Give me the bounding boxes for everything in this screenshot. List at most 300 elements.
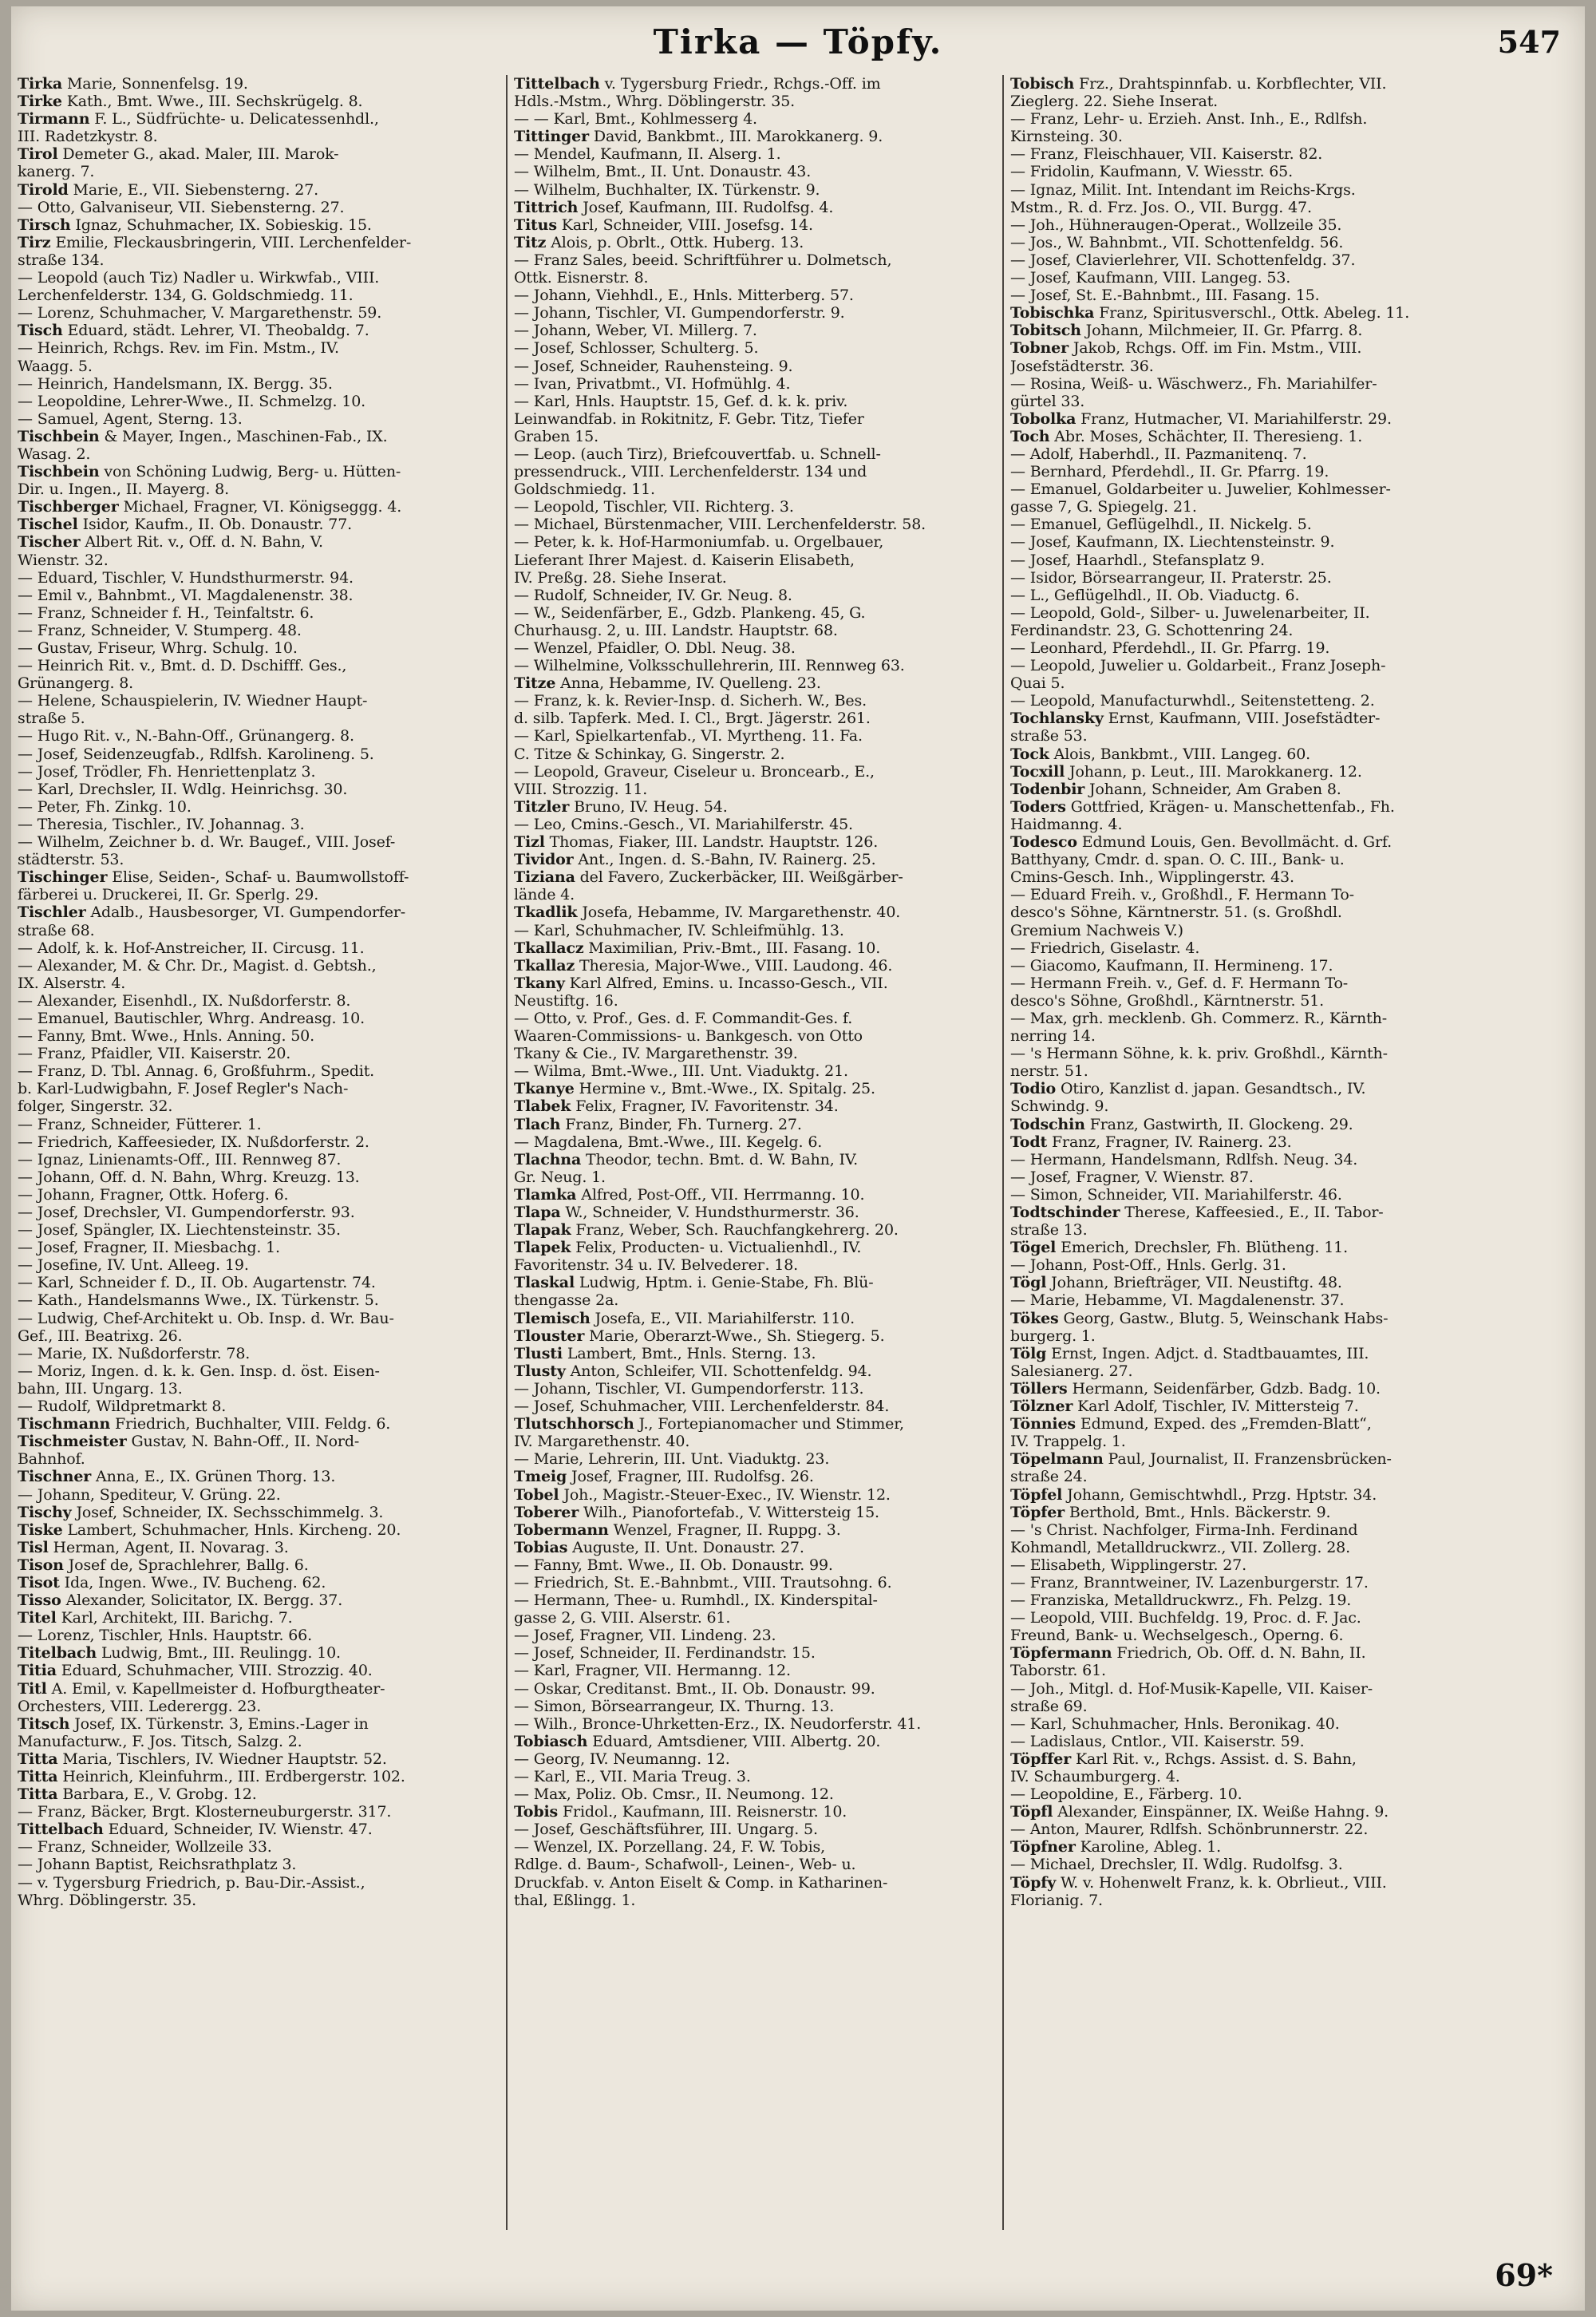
directory-entry: — Hermann, Handelsmann, Rdlfsh. Neug. 34. [1010, 1150, 1358, 1168]
directory-entry: desco's Söhne, Großhdl., Kärntnerstr. 51. [1010, 991, 1325, 1010]
directory-entry: — Emanuel, Geflügelhdl., II. Nickelg. 5. [1010, 516, 1312, 534]
directory-entry: Churhausg. 2, u. III. Landstr. Hauptstr. 68. [514, 621, 838, 639]
directory-entry: — Michael, Bürstenmacher, VIII. Lerchenfelderstr. 58. [514, 516, 926, 534]
directory-entry: Leinwandfab. in Rokitnitz, F. Gebr. Titz, Tiefer [514, 409, 864, 428]
directory-entry: — Heinrich, Handelsmann, IX. Bergg. 35. [18, 374, 333, 393]
directory-entry: Tizl Thomas, Fiaker, III. Landstr. Hauptstr. 126. [514, 833, 879, 852]
directory-entry: — Rosina, Weiß- u. Wäschwerz., Fh. Mariahilfer- [1010, 374, 1377, 393]
directory-entry: Tischler Adalb., Hausbesorger, VI. Gumpendorfer- [18, 903, 406, 922]
directory-entry: — Friedrich, Kaffeesieder, IX. Nußdorferstr. 2. [18, 1133, 369, 1151]
directory-entry: — Wilhelm, Bmt., II. Unt. Donaustr. 43. [514, 163, 812, 181]
directory-entry: Tock Alois, Bankbmt., VIII. Langeg. 60. [1010, 745, 1311, 763]
directory-entry: Tirz Emilie, Fleckausbringerin, VIII. Lerchenfelder- [18, 233, 412, 251]
directory-entry: straße 68. [18, 921, 95, 939]
directory-entry: — Franz, Branntweiner, IV. Lazenburgerstr. 17. [1010, 1573, 1369, 1591]
directory-entry: nerstr. 51. [1010, 1062, 1088, 1081]
directory-entry: — Adolf, Haberhdl., II. Pazmanitenq. 7. [1010, 445, 1307, 463]
directory-entry: — Franz Sales, beeid. Schriftführer u. Dolmetsch, [514, 251, 892, 269]
directory-entry: straße 134. [18, 251, 105, 269]
directory-entry: Tischner Anna, E., IX. Grünen Thorg. 13. [18, 1468, 336, 1486]
directory-entry: — Fridolin, Kaufmann, V. Wiesstr. 65. [1010, 163, 1294, 181]
directory-entry: Titz Alois, p. Obrlt., Ottk. Huberg. 13. [514, 233, 804, 251]
directory-entry: — Heinrich, Rchgs. Rev. im Fin. Mstm., IV. [18, 339, 339, 358]
directory-entry: Titta Heinrich, Kleinfuhrm., III. Erdbergerstr. 102. [18, 1768, 405, 1785]
directory-entry: — Fanny, Bmt. Wwe., II. Ob. Donaustr. 99. [514, 1556, 833, 1574]
directory-column-1 [18, 75, 500, 2246]
directory-entry: Tisl Herman, Agent, II. Novarag. 3. [18, 1538, 289, 1556]
directory-entry: Tlabek Felix, Fragner, IV. Favoritenstr. 34. [514, 1097, 839, 1116]
directory-entry: Tittinger David, Bankbmt., III. Marokkanerg. 9. [514, 128, 883, 146]
signature-mark: 69* [1495, 2257, 1553, 2293]
directory-entry: Tison Josef de, Sprachlehrer, Ballg. 6. [18, 1556, 309, 1574]
directory-entry: — Franz, k. k. Revier-Insp. d. Sicherh. W., Bes. [514, 692, 867, 710]
directory-entry: d. silb. Tapferk. Med. I. Cl., Brgt. Jägerstr. 261. [514, 710, 871, 728]
directory-entry: Titus Karl, Schneider, VIII. Josefsg. 14. [514, 215, 813, 234]
directory-entry: — Hugo Rit. v., N.-Bahn-Off., Grünangerg. 8. [18, 727, 354, 745]
directory-entry: Tkany Karl Alfred, Emins. u. Incasso-Gesch., VII. [514, 974, 888, 992]
directory-entry: Cmins-Gesch. Inh., Wipplingerstr. 43. [1010, 868, 1294, 887]
directory-entry: — Lorenz, Schuhmacher, V. Margarethenstr. 59. [18, 304, 382, 322]
directory-entry: Gremium Nachweis V.) [1010, 921, 1183, 939]
directory-entry: — Joh., Hühneraugen-Operat., Wollzeile 35. [1010, 215, 1342, 234]
directory-entry: b. Karl-Ludwigbahn, F. Josef Regler's Nach- [18, 1080, 349, 1098]
directory-entry: — 's Christ. Nachfolger, Firma-Inh. Ferdinand [1010, 1520, 1358, 1539]
directory-entry: Titl A. Emil, v. Kapellmeister d. Hofburgtheater- [18, 1679, 385, 1698]
directory-entry: — L., Geflügelhdl., II. Ob. Viaductg. 6. [1010, 586, 1300, 604]
directory-entry: — Elisabeth, Wipplingerstr. 27. [1010, 1556, 1247, 1574]
directory-entry: Freund, Bank- u. Wechselgesch., Operng. 6. [1010, 1627, 1344, 1645]
directory-entry: Todt Franz, Fragner, IV. Rainerg. 23. [1010, 1133, 1292, 1151]
directory-entry: Töpfner Karoline, Ableg. 1. [1010, 1838, 1222, 1856]
directory-entry: Tiske Lambert, Schuhmacher, Hnls. Kircheng. 20. [18, 1520, 401, 1539]
directory-entry: Tischinger Elise, Seiden-, Schaf- u. Baumwollstoff- [18, 868, 409, 887]
directory-entry: — Josef, St. E.-Bahnbmt., III. Fasang. 15. [1010, 287, 1320, 305]
directory-entry: — 's Hermann Söhne, k. k. priv. Großhdl., Kärnth- [1010, 1045, 1388, 1063]
directory-entry: — Franz, Lehr- u. Erzieh. Anst. Inh., E., Rdlfsh. [1010, 110, 1368, 129]
directory-entry: — Otto, v. Prof., Ges. d. F. Commandit-Ges. f. [514, 1009, 853, 1027]
directory-entry: Rdlge. d. Baum-, Schafwoll-, Leinen-, Web- u. [514, 1856, 856, 1874]
directory-entry: — Josef, Haarhdl., Stefansplatz 9. [1010, 551, 1265, 569]
directory-entry: C. Titze & Schinkay, G. Singerstr. 2. [514, 745, 785, 763]
directory-entry: — Simon, Börsearrangeur, IX. Thurng. 13. [514, 1697, 835, 1715]
directory-entry: — Karl, Schneider f. D., II. Ob. Augartenstr. 74. [18, 1274, 376, 1292]
directory-entry: — Leopold, Gold-, Silber- u. Juwelenarbeiter, II. [1010, 603, 1370, 622]
directory-entry: — Johann, Spediteur, V. Grüng. 22. [18, 1485, 281, 1504]
directory-entry: Goldschmiedg. 11. [514, 480, 655, 499]
directory-entry: Tlemisch Josefa, E., VII. Mariahilferstr. 110. [514, 1309, 855, 1327]
directory-entry: — Rudolf, Wildpretmarkt 8. [18, 1398, 227, 1416]
directory-entry: — — Karl, Bmt., Kohlmesserg 4. [514, 110, 757, 129]
directory-entry: Todenbir Johann, Schneider, Am Graben 8. [1010, 780, 1341, 798]
directory-entry: — Friedrich, St. E.-Bahnbmt., VIII. Trautsohng. 6. [514, 1573, 892, 1591]
directory-entry: — Marie, Lehrerin, III. Unt. Viaduktg. 23. [514, 1450, 830, 1469]
directory-entry: Ottk. Eisnerstr. 8. [514, 269, 649, 287]
directory-entry: — Josef, Seidenzeugfab., Rdlfsh. Karolineng. 5. [18, 745, 374, 763]
directory-entry: — Karl, Drechsler, II. Wdlg. Heinrichsg. 30. [18, 780, 348, 798]
directory-entry: — Josef, Fragner, VII. Lindeng. 23. [514, 1627, 776, 1645]
directory-entry: — Magdalena, Bmt.-Wwe., III. Kegelg. 6. [514, 1133, 823, 1151]
directory-entry: — Johann Baptist, Reichsrathplatz 3. [18, 1856, 297, 1874]
directory-entry: — Otto, Galvaniseur, VII. Siebensterng. 27. [18, 198, 345, 216]
directory-entry: — Jos., W. Bahnbmt., VII. Schottenfeldg. 56. [1010, 233, 1344, 251]
directory-entry: Gef., III. Beatrixg. 26. [18, 1327, 183, 1345]
directory-entry: — Karl, E., VII. Maria Treug. 3. [514, 1768, 751, 1785]
directory-entry: burgerg. 1. [1010, 1327, 1096, 1345]
directory-entry: — Josef, Spängler, IX. Liechtensteinstr. 35. [18, 1221, 341, 1240]
directory-entry: — Leo, Cmins.-Gesch., VI. Mariahilferstr. 45. [514, 815, 853, 833]
directory-entry: Todio Otiro, Kanzlist d. japan. Gesandtsch., IV. [1010, 1080, 1366, 1098]
directory-entry: Tlusty Anton, Schleifer, VII. Schottenfeldg. 94. [514, 1362, 872, 1380]
directory-entry: thal, Eßlingg. 1. [514, 1891, 636, 1909]
directory-entry: — v. Tygersburg Friedrich, p. Bau-Dir.-Assist., [18, 1873, 365, 1892]
directory-entry: — Franz, Schneider, Wollzeile 33. [18, 1838, 272, 1856]
directory-entry: — Emil v., Bahnbmt., VI. Magdalenenstr. 38. [18, 586, 354, 604]
directory-entry: Tönnies Edmund, Exped. des „Fremden-Blatt“, [1010, 1415, 1372, 1433]
directory-entry: — Franz, Bäcker, Brgt. Klosterneuburgerstr. 317. [18, 1803, 392, 1821]
directory-entry: — Leopold, Graveur, Ciseleur u. Broncearb., E., [514, 762, 875, 781]
directory-entry: Tischbein & Mayer, Ingen., Maschinen-Fab., IX. [18, 427, 388, 445]
directory-entry: Töpfel Johann, Gemischtwhdl., Przg. Hptstr. 34. [1010, 1485, 1377, 1504]
directory-entry: Tittelbach Eduard, Schneider, IV. Wienstr. 47. [18, 1821, 373, 1839]
directory-entry: — Karl, Schuhmacher, IV. Schleifmühlg. 13. [514, 921, 844, 939]
directory-entry: — Franziska, Metalldruckwrz., Fh. Pelzg. 19. [1010, 1591, 1352, 1610]
directory-entry: Titta Maria, Tischlers, IV. Wiedner Hauptstr. 52. [18, 1750, 387, 1768]
directory-entry: Batthyany, Cmdr. d. span. O. C. III., Bank- u. [1010, 851, 1345, 869]
page-header [11, 6, 1585, 75]
directory-entry: Tlapa W., Schneider, V. Hundsthurmerstr. 36. [514, 1204, 859, 1221]
directory-entry: Taborstr. 61. [1010, 1662, 1106, 1680]
directory-entry: Schwindg. 9. [1010, 1097, 1109, 1116]
directory-entry: — Josefine, IV. Unt. Alleeg. 19. [18, 1256, 249, 1275]
directory-entry: — Josef, Schneider, Rauhensteing. 9. [514, 357, 793, 375]
directory-entry: — Leop. (auch Tirz), Briefcouvertfab. u. Schnell- [514, 445, 881, 463]
directory-entry: Tobias Auguste, II. Unt. Donaustr. 27. [514, 1538, 804, 1556]
directory-entry: Tiziana del Favero, Zuckerbäcker, III. Weißgärber- [514, 868, 903, 887]
directory-entry: — Marie, Hebamme, VI. Magdalenenstr. 37. [1010, 1291, 1345, 1310]
directory-entry: Quai 5. [1010, 674, 1065, 693]
directory-entry: Tlapek Felix, Producten- u. Victualienhdl., IV. [514, 1239, 862, 1257]
directory-entry: Gr. Neug. 1. [514, 1168, 606, 1186]
directory-entry: pressendruck., VIII. Lerchenfelderstr. 134 und [514, 463, 867, 481]
directory-entry: Josefstädterstr. 36. [1010, 357, 1154, 375]
directory-entry: lände 4. [514, 886, 575, 904]
column-divider [1002, 75, 1004, 2230]
directory-entry: Tischmeister Gustav, N. Bahn-Off., II. Nord- [18, 1433, 360, 1451]
directory-entry: IX. Alserstr. 4. [18, 974, 126, 992]
directory-entry: Tlach Franz, Binder, Fh. Turnerg. 27. [514, 1115, 802, 1133]
directory-entry: — Bernhard, Pferdehdl., II. Gr. Pfarrg. 19. [1010, 463, 1329, 481]
directory-entry: straße 69. [1010, 1697, 1088, 1715]
directory-entry: Titel Karl, Architekt, III. Barichg. 7. [18, 1609, 293, 1627]
directory-entry: — Franz, Schneider f. H., Teinfaltstr. 6. [18, 603, 314, 622]
directory-entry: Tischbein von Schöning Ludwig, Berg- u. Hütten- [18, 463, 401, 481]
directory-entry: — Wilma, Bmt.-Wwe., III. Unt. Viaduktg. 21. [514, 1062, 848, 1081]
directory-entry: Lieferant Ihrer Majest. d. Kaiserin Elisabeth, [514, 551, 855, 569]
directory-entry: nerring 14. [1010, 1027, 1096, 1046]
directory-entry: — Leopoldine, Lehrer-Wwe., II. Schmelzg. 10. [18, 392, 366, 410]
directory-entry: Tobiasch Eduard, Amtsdiener, VIII. Albertg. 20. [514, 1732, 881, 1750]
directory-entry: Toders Gottfried, Krägen- u. Manschettenfab., Fh. [1010, 797, 1395, 816]
directory-entry: Tobitsch Johann, Milchmeier, II. Gr. Pfarrg. 8. [1010, 322, 1363, 340]
directory-entry: — Johann, Tischler, VI. Gumpendorferstr. 9. [514, 304, 845, 322]
directory-entry: — Johann, Fragner, Ottk. Hoferg. 6. [18, 1185, 289, 1204]
directory-entry: — Lorenz, Tischler, Hnls. Hauptstr. 66. [18, 1627, 312, 1645]
directory-entry: — Kath., Handelsmanns Wwe., IX. Türkenstr. 5. [18, 1291, 379, 1310]
directory-entry: Titta Barbara, E., V. Grobg. 12. [18, 1785, 257, 1804]
directory-entry: Tirmann F. L., Südfrüchte- u. Delicatessenhdl., [18, 110, 379, 129]
directory-entry: Tischel Isidor, Kaufm., II. Ob. Donaustr. 77. [18, 516, 353, 534]
directory-entry: Tölg Ernst, Ingen. Adjct. d. Stadtbauamtes, III. [1010, 1344, 1369, 1362]
directory-entry: — Leopold (auch Tiz) Nadler u. Wirkwfab., VIII. [18, 269, 380, 287]
directory-entry: — Ladislaus, Cntlor., VII. Kaiserstr. 59. [1010, 1732, 1305, 1750]
directory-entry: Töpfy W. v. Hohenwelt Franz, k. k. Obrlieut., VIII. [1010, 1873, 1387, 1892]
directory-entry: Wasag. 2. [18, 445, 91, 463]
directory-page [11, 6, 1585, 2311]
directory-entry: — Franz, D. Tbl. Annag. 6, Großfuhrm., Spedit. [18, 1062, 375, 1081]
directory-entry: — Marie, IX. Nußdorferstr. 78. [18, 1344, 251, 1362]
directory-entry: folger, Singerstr. 32. [18, 1097, 173, 1116]
directory-entry: Tobner Jakob, Rchgs. Off. im Fin. Mstm., VIII. [1010, 339, 1362, 358]
directory-entry: Haidmanng. 4. [1010, 815, 1123, 833]
directory-entry: — Wilhelm, Zeichner b. d. Wr. Baugef., VIII. Josef- [18, 833, 396, 852]
directory-entry: Todtschinder Therese, Kaffeesied., E., II. Tabor- [1010, 1204, 1384, 1221]
directory-entry: Tirold Marie, E., VII. Siebensterng. 27. [18, 180, 319, 199]
directory-entry: — Leopold, Juwelier u. Goldarbeit., Franz Joseph- [1010, 657, 1386, 675]
directory-entry: Manufacturw., F. Jos. Titsch, Salzg. 2. [18, 1732, 302, 1750]
directory-entry: Grünangerg. 8. [18, 674, 134, 693]
directory-entry: — Wilh., Bronce-Uhrketten-Erz., IX. Neudorferstr. 41. [514, 1714, 922, 1733]
directory-entry: — Wilhelmine, Volksschullehrerin, III. Rennweg 63. [514, 657, 905, 675]
directory-entry: Titze Anna, Hebamme, IV. Quelleng. 23. [514, 674, 821, 693]
directory-entry: — W., Seidenfärber, E., Gdzb. Plankeng. 45, G. [514, 603, 866, 622]
directory-entry: Druckfab. v. Anton Eiselt & Comp. in Katharinen- [514, 1873, 888, 1892]
directory-entry: — Emanuel, Goldarbeiter u. Juwelier, Kohlmesser- [1010, 480, 1391, 499]
directory-entry: Tividor Ant., Ingen. d. S.-Bahn, IV. Rainerg. 25. [514, 851, 876, 869]
column-divider [506, 75, 508, 2230]
directory-entry: Toch Abr. Moses, Schächter, II. Theresieng. 1. [1010, 427, 1363, 445]
directory-entry: — Karl, Schuhmacher, Hnls. Beronikag. 40. [1010, 1714, 1340, 1733]
directory-entry: — Michael, Drechsler, II. Wdlg. Rudolfsg. 3. [1010, 1856, 1343, 1874]
directory-entry: gürtel 33. [1010, 392, 1085, 410]
directory-entry: Tobisch Frz., Drahtspinnfab. u. Korbflechter, VII. [1010, 75, 1387, 93]
directory-entry: Tlaskal Ludwig, Hptm. i. Genie-Stabe, Fh. Blü- [514, 1274, 874, 1292]
directory-entry: Tkanye Hermine v., Bmt.-Wwe., IX. Spitalg. 25. [514, 1080, 875, 1098]
directory-entry: Tlachna Theodor, techn. Bmt. d. W. Bahn, IV. [514, 1150, 858, 1168]
directory-entry: — Fanny, Bmt. Wwe., Hnls. Anning. 50. [18, 1027, 315, 1046]
directory-entry: — Ludwig, Chef-Architekt u. Ob. Insp. d. Wr. Bau- [18, 1309, 394, 1327]
directory-entry: — Karl, Fragner, VII. Hermanng. 12. [514, 1662, 791, 1680]
directory-entry: städterstr. 53. [18, 851, 124, 869]
directory-entry: Graben 15. [514, 427, 598, 445]
directory-entry: — Helene, Schauspielerin, IV. Wiedner Haupt- [18, 692, 368, 710]
directory-entry: Tisch Eduard, städt. Lehrer, VI. Theobaldg. 7. [18, 322, 369, 340]
directory-entry: Kohmandl, Metalldruckwrz., VII. Zollerg. 28. [1010, 1538, 1350, 1556]
directory-entry: thengasse 2a. [514, 1291, 619, 1310]
directory-entry: — Leopold, VIII. Buchfeldg. 19, Proc. d. F. Jac. [1010, 1609, 1361, 1627]
directory-entry: — Josef, Geschäftsführer, III. Ungarg. 5. [514, 1821, 818, 1839]
directory-entry: — Johann, Off. d. N. Bahn, Whrg. Kreuzg. 13. [18, 1168, 360, 1186]
directory-entry: — Heinrich Rit. v., Bmt. d. D. Dschifff. Ges., [18, 657, 347, 675]
directory-entry: Todschin Franz, Gastwirth, II. Glockeng. 29. [1010, 1115, 1353, 1133]
directory-entry: straße 13. [1010, 1221, 1088, 1240]
directory-entry: — Wilhelm, Buchhalter, IX. Türkenstr. 9. [514, 180, 820, 199]
directory-entry: — Josef, Drechsler, VI. Gumpendorferstr. 93. [18, 1204, 355, 1221]
directory-entry: — Friedrich, Giselastr. 4. [1010, 939, 1200, 957]
directory-entry: gasse 7, G. Spiegelg. 21. [1010, 498, 1197, 516]
directory-entry: — Theresia, Tischler., IV. Johannag. 3. [18, 815, 305, 833]
directory-entry: — Josef, Fragner, II. Miesbachg. 1. [18, 1239, 280, 1257]
directory-entry: — Johann, Post-Off., Hnls. Gerlg. 31. [1010, 1256, 1286, 1275]
directory-entry: Ferdinandstr. 23, G. Schottenring 24. [1010, 621, 1294, 639]
directory-entry: straße 53. [1010, 727, 1088, 745]
directory-entry: Tischy Josef, Schneider, IX. Sechsschimmelg. 3. [18, 1503, 384, 1521]
directory-entry: IV. Preßg. 28. Siehe Inserat. [514, 568, 727, 587]
directory-entry: Todesco Edmund Louis, Gen. Bevollmächt. d. Grf. [1010, 833, 1392, 852]
directory-entry: — Franz, Pfaidler, VII. Kaiserstr. 20. [18, 1045, 291, 1063]
directory-entry: Tischer Albert Rit. v., Off. d. N. Bahn, V. [18, 533, 323, 552]
directory-entry: — Leonhard, Pferdehdl., II. Gr. Pfarrg. 19. [1010, 639, 1330, 657]
directory-entry: — Josef, Kaufmann, IX. Liechtensteinstr. 9. [1010, 533, 1335, 552]
directory-entry: Töpfermann Friedrich, Ob. Off. d. N. Bahn, II. [1010, 1644, 1366, 1663]
directory-entry: Tlutschhorsch J., Fortepianomacher und Stimmer, [514, 1415, 904, 1433]
directory-entry: — Alexander, Eisenhdl., IX. Nußdorferstr. 8. [18, 991, 351, 1010]
directory-entry: — Franz, Fleischhauer, VII. Kaiserstr. 82. [1010, 145, 1323, 164]
directory-entry: — Ignaz, Milit. Int. Intendant im Reichs-Krgs. [1010, 180, 1356, 199]
directory-entry: Tobel Joh., Magistr.-Steuer-Exec., IV. Wienstr. 12. [514, 1485, 891, 1504]
directory-entry: Tlamka Alfred, Post-Off., VII. Herrmanng. 10. [514, 1185, 865, 1204]
directory-entry: — Peter, Fh. Zinkg. 10. [18, 797, 192, 816]
directory-entry: Tobolka Franz, Hutmacher, VI. Mariahilferstr. 29. [1010, 409, 1392, 428]
directory-entry: Toberer Wilh., Pianofortefab., V. Wittersteig 15. [514, 1503, 879, 1521]
directory-entry: — Alexander, M. & Chr. Dr., Magist. d. Gebtsh., [18, 956, 377, 975]
directory-entry: IV. Trappelg. 1. [1010, 1433, 1126, 1451]
directory-entry: Tobermann Wenzel, Fragner, II. Ruppg. 3. [514, 1520, 841, 1539]
directory-entry: Tirka Marie, Sonnenfelsg. 19. [18, 75, 248, 93]
directory-column-2 [514, 75, 998, 2246]
directory-entry: — Wenzel, IX. Porzellang. 24, F. W. Tobis, [514, 1838, 825, 1856]
directory-entry: Neustiftg. 16. [514, 991, 618, 1010]
directory-entry: — Johann, Tischler, VI. Gumpendorferstr. 113. [514, 1379, 864, 1398]
directory-entry: — Joh., Mitgl. d. Hof-Musik-Kapelle, VII. Kaiser- [1010, 1679, 1373, 1698]
directory-entry: Favoritenstr. 34 u. IV. Belvederег. 18. [514, 1256, 799, 1275]
directory-entry: — Josef, Schlosser, Schulterg. 5. [514, 339, 759, 358]
directory-entry: — Mendel, Kaufmann, II. Alserg. 1. [514, 145, 781, 164]
directory-entry: — Anton, Maurer, Rdlfsh. Schönbrunnerstr. 22. [1010, 1821, 1369, 1839]
directory-entry: — Johann, Weber, VI. Millerg. 7. [514, 322, 757, 340]
directory-entry: — Hermann Freih. v., Gef. d. F. Hermann To- [1010, 974, 1349, 992]
page-number: 547 [1497, 24, 1561, 60]
directory-entry: — Peter, k. k. Hof-Harmoniumfab. u. Orgelbauer, [514, 533, 884, 552]
directory-entry: Mstm., R. d. Frz. Jos. O., VII. Burgg. 47. [1010, 198, 1312, 216]
directory-entry: — Max, grh. mecklenb. Gh. Commerz. R., Kärnth- [1010, 1009, 1387, 1027]
directory-entry: — Josef, Kaufmann, VIII. Langeg. 53. [1010, 269, 1291, 287]
directory-entry: Tlouster Marie, Oberarzt-Wwe., Sh. Stiegerg. 5. [514, 1327, 885, 1345]
directory-entry: — Max, Poliz. Ob. Cmsr., II. Neumong. 12. [514, 1785, 834, 1804]
directory-entry: Töpfer Berthold, Bmt., Hnls. Bäckerstr. 9. [1010, 1503, 1331, 1521]
directory-entry: Tökes Georg, Gastw., Blutg. 5, Weinschank Habs- [1010, 1309, 1389, 1327]
directory-entry: Titelbach Ludwig, Bmt., III. Reulingg. 10. [18, 1644, 341, 1663]
directory-entry: — Franz, Schneider, V. Stumperg. 48. [18, 621, 302, 639]
running-head: Tirka — Töpfy. [653, 22, 943, 61]
directory-entry: — Josef, Schuhmacher, VIII. Lerchenfelderstr. 84. [514, 1398, 890, 1416]
directory-entry: Titia Eduard, Schuhmacher, VIII. Strozzig. 40. [18, 1662, 373, 1680]
directory-entry: Tkallacz Maximilian, Priv.-Bmt., III. Fasang. 10. [514, 939, 881, 957]
directory-entry: Töllers Hermann, Seidenfärber, Gdzb. Badg. 10. [1010, 1379, 1381, 1398]
directory-entry: bahn, III. Ungarg. 13. [18, 1379, 183, 1398]
directory-entry: — Karl, Spielkartenfab., VI. Myrtheng. 11. Fa. [514, 727, 863, 745]
directory-entry: Tobis Fridol., Kaufmann, III. Reisnerstr. 10. [514, 1803, 847, 1821]
directory-entry: Salesianerg. 27. [1010, 1362, 1133, 1380]
directory-entry: Titsch Josef, IX. Türkenstr. 3, Emins.-Lager in [18, 1714, 369, 1733]
directory-entry: Zieglerg. 22. Siehe Inserat. [1010, 93, 1219, 111]
directory-entry: Tkallaz Theresia, Major-Wwe., VIII. Laudong. 46. [514, 956, 893, 975]
directory-entry: — Eduard, Tischler, V. Hundsthurmerstr. 94. [18, 568, 354, 587]
directory-entry: Tischberger Michael, Fragner, VI. Königseggg. 4. [18, 498, 402, 516]
directory-entry: Tlapak Franz, Weber, Sch. Rauchfangkehrerg. 20. [514, 1221, 899, 1240]
directory-entry: Tischmann Friedrich, Buchhalter, VIII. Feldg. 6. [18, 1415, 391, 1433]
directory-entry: Tirke Kath., Bmt. Wwe., III. Sechskrügelg. 8. [18, 93, 363, 111]
directory-entry: Tisso Alexander, Solicitator, IX. Bergg. 37. [18, 1591, 343, 1610]
directory-entry: — Samuel, Agent, Sterng. 13. [18, 409, 243, 428]
directory-entry: — Giacomo, Kaufmann, II. Hermineng. 17. [1010, 956, 1333, 975]
directory-entry: Tölzner Karl Adolf, Tischler, IV. Mittersteig 7. [1010, 1398, 1359, 1416]
directory-entry: — Leopold, Manufacturwhdl., Seitenstetteng. 2. [1010, 692, 1375, 710]
directory-entry: — Ignaz, Linienamts-Off., III. Rennweg 87. [18, 1150, 342, 1168]
directory-entry: straße 24. [1010, 1468, 1088, 1486]
directory-entry: — Leopold, Tischler, VII. Richterg. 3. [514, 498, 794, 516]
directory-entry: Titzler Bruno, IV. Heug. 54. [514, 797, 728, 816]
directory-entry: — Josef, Trödler, Fh. Henriettenplatz 3. [18, 762, 316, 781]
directory-entry: Florianig. 7. [1010, 1891, 1103, 1909]
directory-entry: — Johann, Viehhdl., E., Hnls. Mitterberg. 57. [514, 287, 854, 305]
directory-entry: VIII. Strozzig. 11. [514, 780, 648, 798]
directory-entry: Orchesters, VIII. Lederergg. 23. [18, 1697, 262, 1715]
directory-entry: Whrg. Döblingerstr. 35. [18, 1891, 197, 1909]
directory-entry: Tochlansky Ernst, Kaufmann, VIII. Josefstädter- [1010, 710, 1381, 728]
directory-entry: Tlusti Lambert, Bmt., Hnls. Sterng. 13. [514, 1344, 816, 1362]
directory-entry: — Isidor, Börsearrangeur, II. Praterstr. 25. [1010, 568, 1332, 587]
directory-entry: Dir. u. Ingen., II. Mayerg. 8. [18, 480, 230, 499]
directory-entry: desco's Söhne, Kärntnerstr. 51. (s. Großhdl. [1010, 903, 1342, 922]
directory-entry: Wienstr. 32. [18, 551, 109, 569]
directory-column-3 [1010, 75, 1582, 2246]
directory-entry: — Moriz, Ingen. d. k. k. Gen. Insp. d. öst. Eisen- [18, 1362, 380, 1380]
directory-entry: Tkany & Cie., IV. Margarethenstr. 39. [514, 1045, 798, 1063]
directory-entry: — Leopoldine, E., Färberg. 10. [1010, 1785, 1242, 1804]
directory-entry: Waaren-Commissions- u. Bankgesch. von Otto [514, 1027, 863, 1046]
directory-entry: Tobischka Franz, Spiritusverschl., Ottk. Abeleg. 11. [1010, 304, 1410, 322]
directory-entry: — Emanuel, Bautischler, Whrg. Andreasg. 10. [18, 1009, 365, 1027]
directory-entry: — Josef, Schneider, II. Ferdinandstr. 15. [514, 1644, 816, 1663]
directory-entry: Tmeig Josef, Fragner, III. Rudolfsg. 26. [514, 1468, 814, 1486]
directory-entry: — Ivan, Privatbmt., VI. Hofmühlg. 4. [514, 374, 791, 393]
directory-entry: Tittelbach v. Tygersburg Friedr., Rchgs.-Off. im [514, 75, 881, 93]
directory-entry: Tkadlik Josefa, Hebamme, IV. Margarethenstr. 40. [514, 903, 901, 922]
directory-entry: Tisot Ida, Ingen. Wwe., IV. Bucheng. 62. [18, 1573, 326, 1591]
directory-entry: Kirnsteing. 30. [1010, 128, 1123, 146]
directory-entry: — Hermann, Thee- u. Rumhdl., IX. Kinderspital- [514, 1591, 878, 1610]
directory-entry: Tittrich Josef, Kaufmann, III. Rudolfsg. 4. [514, 198, 834, 216]
directory-entry: — Georg, IV. Neumanng. 12. [514, 1750, 730, 1768]
directory-entry: — Rudolf, Schneider, IV. Gr. Neug. 8. [514, 586, 792, 604]
directory-entry: Bahnhof. [18, 1450, 85, 1469]
directory-entry: — Wenzel, Pfaidler, O. Dbl. Neug. 38. [514, 639, 796, 657]
directory-entry: — Franz, Schneider, Fütterer. 1. [18, 1115, 262, 1133]
directory-entry: Töpffer Karl Rit. v., Rchgs. Assist. d. S. Bahn, [1010, 1750, 1357, 1768]
directory-entry: straße 5. [18, 710, 85, 728]
directory-entry: Hdls.-Mstm., Whrg. Döblingerstr. 35. [514, 93, 796, 111]
directory-entry: Waagg. 5. [18, 357, 93, 375]
